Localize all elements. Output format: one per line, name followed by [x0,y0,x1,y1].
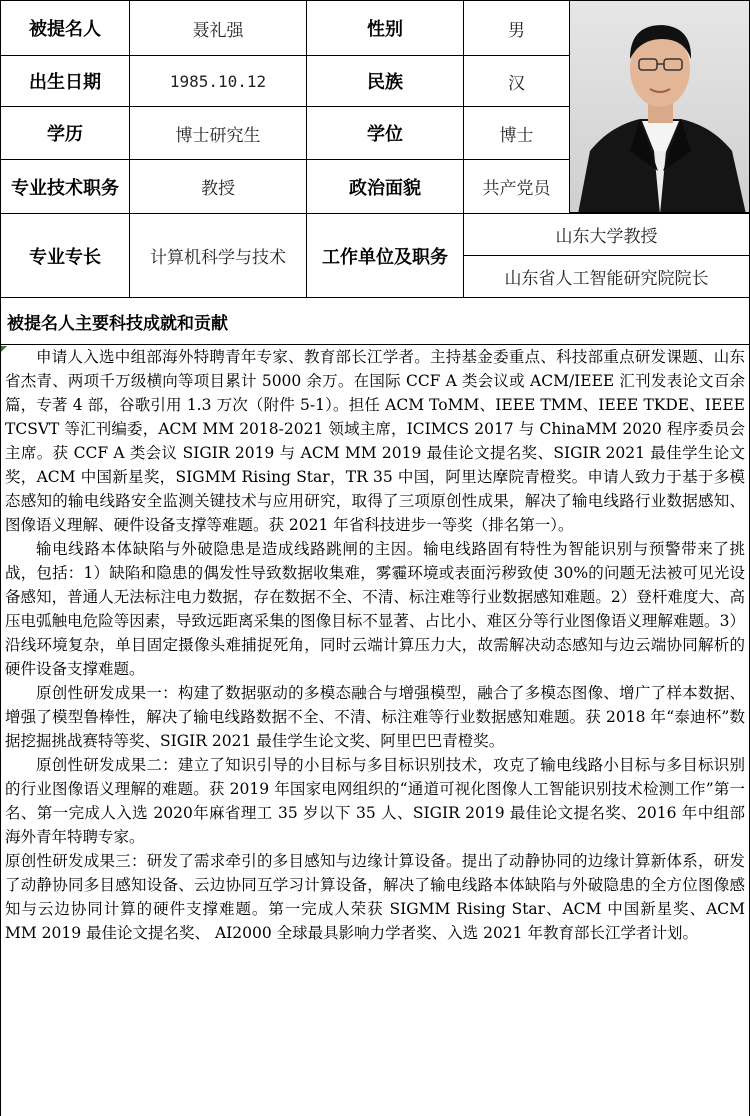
paragraph-1: 申请人入选中组部海外特聘青年专家、教育部长江学者。主持基金委重点、科技部重点研发课题、山东省杰青、两项千万级横向等项目累计 5000 余万。在国际 CCF A 类会议或 ACM/IEEE 汇刊发表论文百余篇，专著 4 部，谷歌引用 1.3 万次（附件 5-1）。担任 ACM ToMM、IEEE TMM、IEEE TKDE、IEEE TCSVT 等汇刊编委，ACM MM 2018-2021 领域主席，ICIMCS 2017 与 ChinaMM 2020 程序委员会主席。获 CCF A 类会议 SIGIR 2019 与 ACM MM 2019 最佳论文提名奖、SIGIR 2021 最佳学生论文奖，ACM 中国新星奖，SIGMM Rising Star，TR 35 中国，阿里达摩院青橙奖。申请人致力于基于多模态感知的输电线路安全监测关键技术与应用研究，取得了三项原创性成果，解决了输电线路行业数据感知、图像语义理解、硬件设备支撑等难题。获 2021 年省科技进步一等奖（排名第一）。 [5,348,745,534]
portrait-photo [569,0,750,213]
achievements-body [0,345,750,1116]
ethnicity-label: 民族 [306,55,464,107]
paragraph-5: 原创性研发成果三：研发了需求牵引的多目感知与边缘计算设备。提出了动静协同的边缘计算新体系，研发了动静协同多目感知设备、云边协同互学习计算设备，解决了输电线路本体缺陷与外破隐患的全方位图像感知与云边协同计算的硬件支撑难题。第一完成人荣获 SIGMM Rising Star、ACM 中国新星奖、ACM MM 2019 最佳论文提名奖、 AI2000 全球最具影响力学者奖、入选 2021 年教育部长江学者计划。 [5,852,745,942]
name-value: 聂礼强 [129,0,307,56]
professional-title-value: 教授 [129,159,307,214]
degree-label: 学位 [306,106,464,160]
work-position-2: 山东省人工智能研究院院长 [463,255,750,298]
paragraph-4: 原创性研发成果二：建立了知识引导的小目标与多目标识别技术，攻克了输电线路小目标与多目标识别的行业图像语义理解的难题。获 2019 年国家电网组织的“通道可视化图像人工智能识别技术检测工作”第一名、第一完成人入选 2020年麻省理工 35 岁以下 35 人、SIGIR 2019 最佳论文提名奖、2016 年中组部海外青年特聘专家。 [5,756,745,846]
specialty-value: 计算机科学与技术 [129,213,307,298]
gender-label: 性别 [306,0,464,56]
paragraph-2: 输电线路本体缺陷与外破隐患是造成线路跳闸的主因。输电线路固有特性为智能识别与预警带来了挑战，包括：1）缺陷和隐患的偶发性导致数据收集难，雾霾环境或表面污秽致使 30%的问题无法被可见光设备感知，普通人无法标注电力数据，存在数据不全、不清、标注难等行业数据感知难题。2）登杆难度大、高压电弧触电危险等因素，导致远距离采集的图像目标不显著、占比小、难区分等行业图像语义理解难题。3）沿线环境复杂，单目固定摄像头难捕捉死角，同时云端计算压力大，故需解决动态感知与边云端协同解析的硬件设备支撑难题。 [5,540,745,678]
paragraph-3: 原创性研发成果一：构建了数据驱动的多模态融合与增强模型，融合了多模态图像、增广了样本数据、增强了模型鲁棒性，解决了输电线路数据不全、不清、标注难等行业数据感知难题。获 2018 年“泰迪杯”数据挖掘挑战赛特等奖、SIGIR 2021 最佳学生论文奖、阿里巴巴青橙奖。 [5,684,745,750]
name-label: 被提名人 [0,0,130,56]
specialty-label: 专业专长 [0,213,130,298]
professional-title-label: 专业技术职务 [0,159,130,214]
gender-value: 男 [463,0,570,56]
education-value: 博士研究生 [129,106,307,160]
politics-label: 政治面貌 [306,159,464,214]
education-label: 学历 [0,106,130,160]
degree-value: 博士 [463,106,570,160]
achievements-section-title: 被提名人主要科技成就和贡献 [0,297,750,345]
portrait-icon [570,1,750,213]
work-position-1: 山东大学教授 [463,213,750,256]
birth-value: 1985.10.12 [129,55,307,107]
birth-label: 出生日期 [0,55,130,107]
politics-value: 共产党员 [463,159,570,214]
work-unit-label: 工作单位及职务 [306,213,464,298]
ethnicity-value: 汉 [463,55,570,107]
